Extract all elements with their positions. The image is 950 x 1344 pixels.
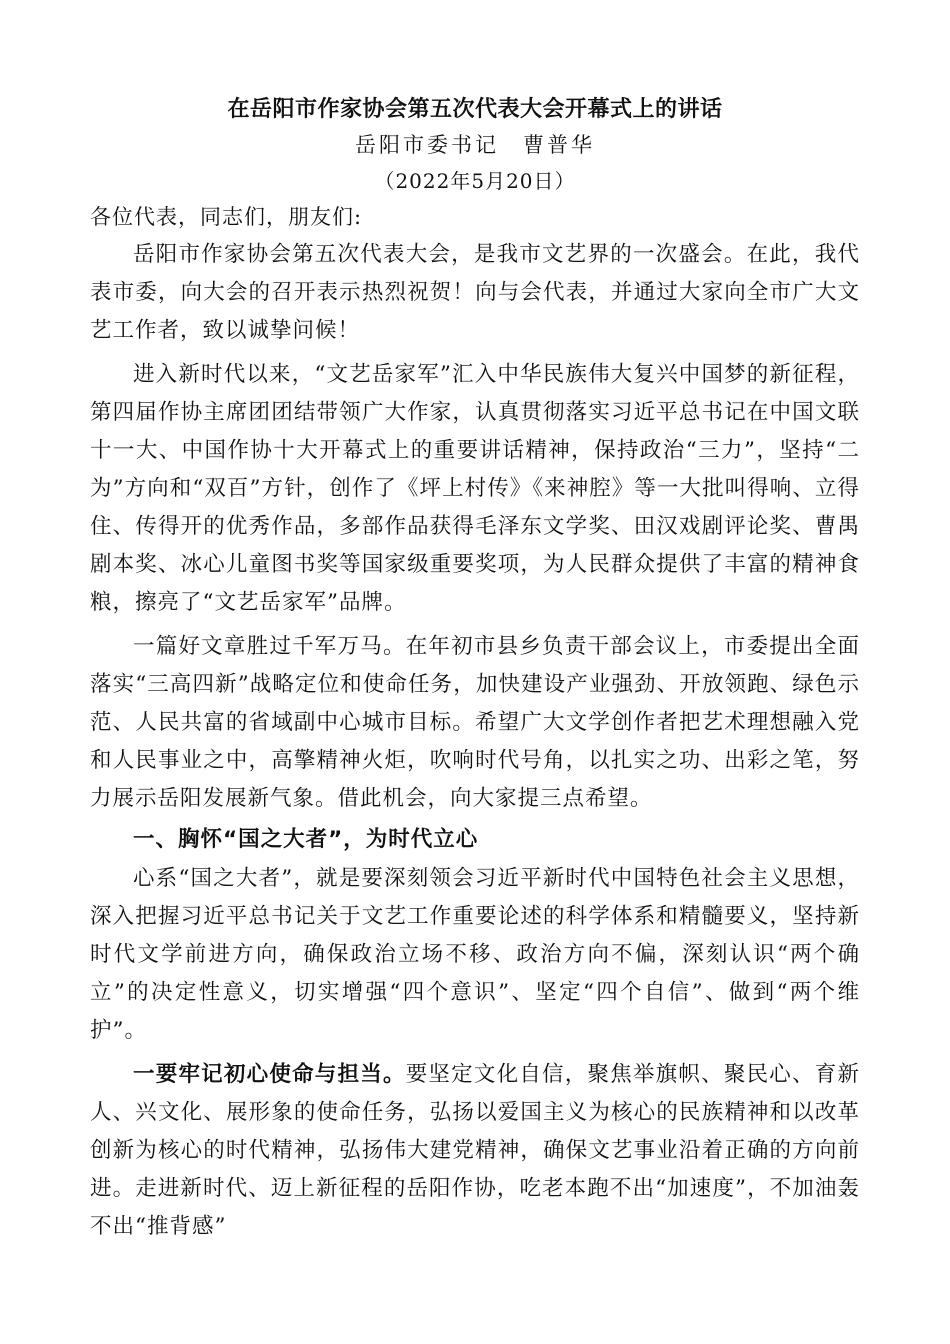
paragraph-hopes: 一篇好文章胜过千军万马。在年初市县乡负责干部会议上，市委提出全面落实“三高四新”战略定位和使命任务，加快建设产业强劲、开放领跑、绿色示范、人民共富的省域副中心城市目标。希望广大文学创作者把艺术理想融入党和人民事业之中，高擎精神火炬，吹响时代号角，以扎实之功、出彩之笔，努力展示岳阳发展新气象。借此机会，向大家提三点希望。 [90, 634, 860, 811]
document-title: 在岳阳市作家协会第五次代表大会开幕式上的讲话 [227, 96, 723, 122]
paragraph-first-requirement [90, 1056, 860, 1246]
speech-date: （2022年5月20日） [374, 169, 576, 193]
section-heading: 一、胸怀“国之大者”，为时代立心 [133, 827, 479, 852]
paragraph-section-body: 心系“国之大者”，就是要深刻领会习近平新时代中国特色社会主义思想，深入把握习近平总书记关于文艺工作重要论述的科学体系和精髓要义，坚持新时代文学前进方向，确保政治立场不移、政治方向不偏，深刻认识“两个确立”的决定性意义，切实增强“四个意识”、坚定“四个自信”、做到“两个维护”。 [90, 866, 860, 1043]
bold-lead-text: 一要牢记初心使命与担当。 [133, 1062, 406, 1087]
lead-paragraph-body: 要坚定文化自信，聚焦举旗帜、聚民心、育新人、兴文化、展形象的使命任务，弘扬以爱国主义为核心的民族精神和以改革创新为核心的时代精神，弘扬伟大建党精神，确保文艺事业沿着正确的方向前进。走进新时代、迈上新征程的岳阳作协，吃老本跑不出“加速度”，不加油轰不出“推背感” [90, 1062, 860, 1239]
paragraph-achievements: 进入新时代以来，“文艺岳家军”汇入中华民族伟大复兴中国梦的新征程，第四届作协主席团团结带领广大作家，认真贯彻落实习近平总书记在中国文联十一大、中国作协十大开幕式上的重要讲话精神，保持政治“三力”，坚持“二为”方向和“双百”方针，创作了《坪上村传》《来神腔》等一大批叫得响、立得住、传得开的优秀作品，多部作品获得毛泽东文学奖、田汉戏剧评论奖、曹禺剧本奖、冰心儿童图书奖等国家级重要奖项，为人民群众提供了丰富的精神食粮，擦亮了“文艺岳家军”品牌。 [90, 362, 860, 615]
salutation: 各位代表，同志们，朋友们: [90, 205, 363, 229]
paragraph-opening: 岳阳市作家协会第五次代表大会，是我市文艺界的一次盛会。在此，我代表市委，向大会的召开表示热烈祝贺！向与会代表，并通过大家向全市广大文艺工作者，致以诚挚问候！ [90, 242, 860, 343]
author-line: 岳阳市委书记 曹普华 [355, 133, 595, 157]
